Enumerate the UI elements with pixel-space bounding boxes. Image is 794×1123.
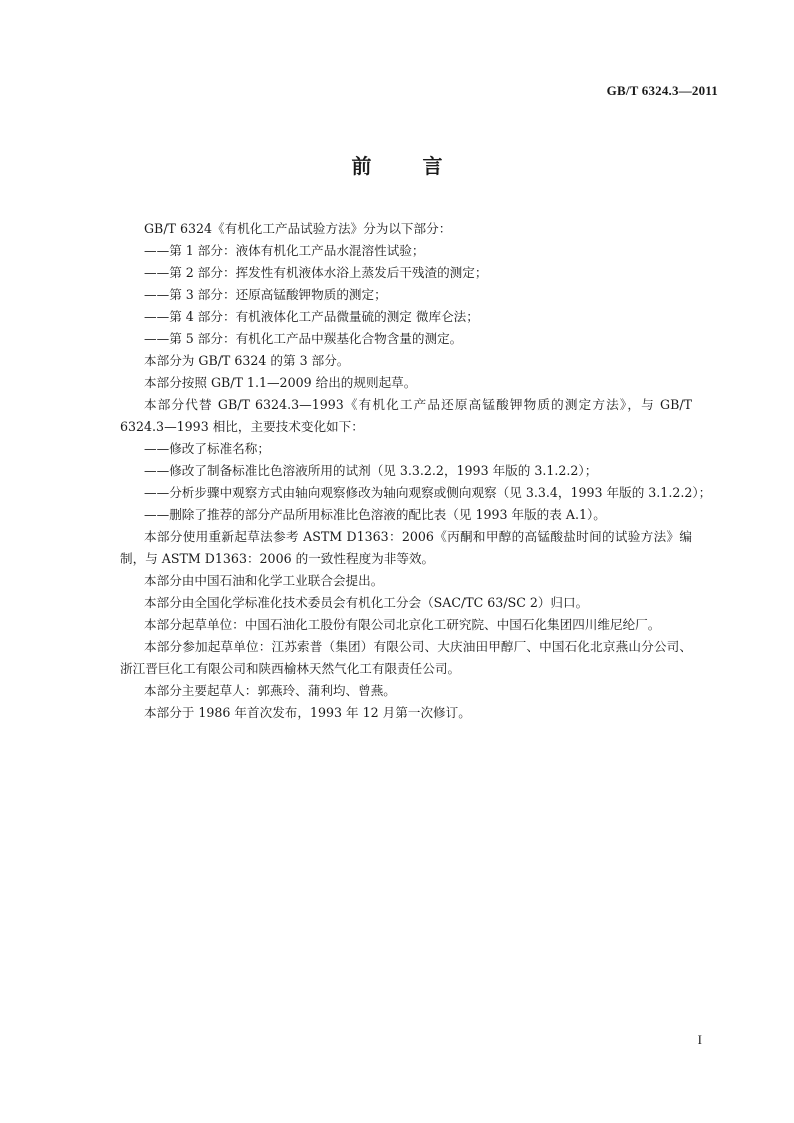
paragraph-drafting-unit: 本部分起草单位：中国石油化工股份有限公司北京化工研究院、中国石化集团四川维尼纶厂。	[144, 617, 661, 632]
page-number: I	[697, 1032, 702, 1047]
page-title: 前 言	[351, 154, 465, 178]
paragraph-main-drafters: 本部分主要起草人：郭燕玲、蒲利均、曾燕。	[144, 683, 396, 698]
paragraph-centralized-by: 本部分由全国化学标准化技术委员会有机化工分会（SAC/TC 63/SC 2）归口。	[144, 595, 589, 610]
list-item-part-2: ——第 2 部分：挥发性有机液体水浴上蒸发后干残渣的测定；	[144, 265, 488, 280]
paragraph-release-history: 本部分于 1986 年首次发布，1993 年 12 月第一次修订。	[144, 705, 471, 720]
list-item-part-4: ——第 4 部分：有机液体化工产品微量硫的测定 微库仑法；	[144, 309, 479, 324]
list-item-part-1: ——第 1 部分：液体有机化工产品水混溶性试验；	[144, 243, 425, 258]
list-item-change-3: ——分析步骤中观察方式由轴向观察修改为轴向观察或侧向观察（见 3.3.4，1993 年版的 3.1.2.2）；	[144, 485, 712, 500]
list-item-change-2: ——修改了制备标准比色溶液所用的试剂（见 3.3.2.2，1993 年版的 3.1.2.2）；	[144, 463, 598, 478]
list-item-part-5: ——第 5 部分：有机化工产品中羰基化合物含量的测定。	[144, 331, 463, 346]
paragraph-participating-units: 本部分参加起草单位：江苏索普（集团）有限公司、大庆油田甲醇厂、中国石化北京燕山分公司、浙江晋巨化工有限公司和陕西榆林天然气化工有限责任公司。	[120, 639, 692, 676]
list-item-change-4: ——删除了推荐的部分产品所用标准比色溶液的配比表（见 1993 年版的表 A.1）。	[144, 507, 606, 522]
paragraph-part-number: 本部分为 GB/T 6324 的第 3 部分。	[144, 353, 350, 368]
foreword-body	[120, 218, 712, 724]
paragraph-drafting-rules: 本部分按照 GB/T 1.1—2009 给出的规则起草。	[144, 375, 417, 390]
list-item-change-1: ——修改了标准名称；	[144, 441, 270, 456]
paragraph-reference-standard: 本部分使用重新起草法参考 ASTM D1363：2006《丙酮和甲醇的高锰酸盐时间的试验方法》编制，与 ASTM D1363：2006 的一致性程度为非等效。	[120, 529, 692, 566]
standard-code: GB/T 6324.3—2011	[606, 83, 718, 98]
paragraph-replaces: 本部分代替 GB/T 6324.3—1993《有机化工产品还原高锰酸钾物质的测定方法》，与 GB/T 6324.3—1993 相比，主要技术变化如下：	[120, 397, 692, 434]
paragraph-proposed-by: 本部分由中国石油和化学工业联合会提出。	[144, 573, 384, 588]
paragraph-intro: GB/T 6324《有机化工产品试验方法》分为以下部分：	[144, 221, 452, 236]
list-item-part-3: ——第 3 部分：还原高锰酸钾物质的测定；	[144, 287, 387, 302]
